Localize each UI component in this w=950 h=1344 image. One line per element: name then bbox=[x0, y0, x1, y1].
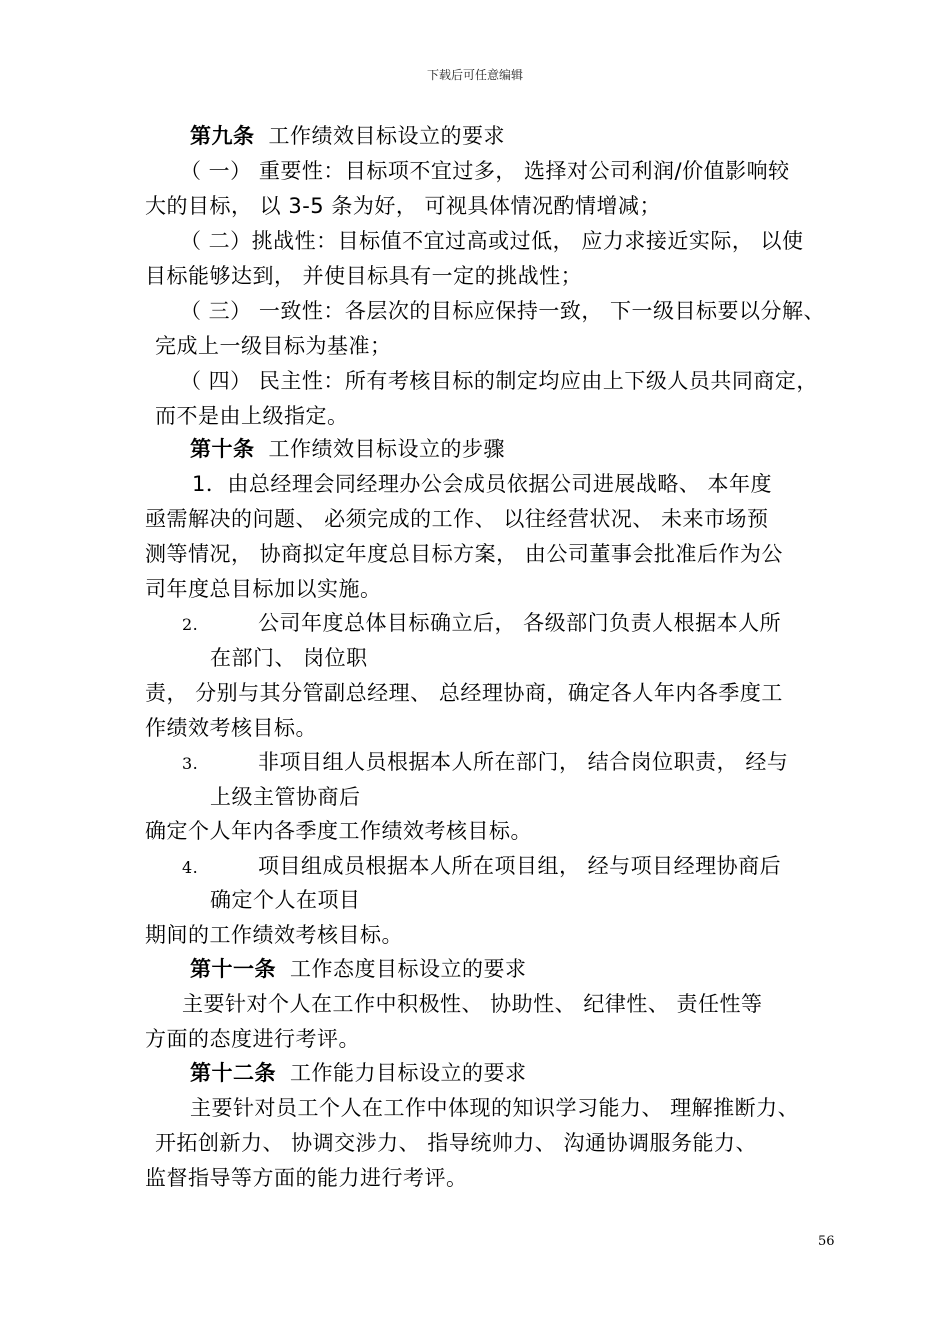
article-10-step-4-line-2: 确定个人在项目 bbox=[210, 888, 361, 912]
step-3-number: 3. bbox=[182, 754, 199, 773]
article-9-item-4-line-2: 而不是由上级指定。 bbox=[155, 404, 349, 428]
article-10-heading bbox=[190, 435, 505, 463]
article-11-title: 工作态度目标设立的要求 bbox=[290, 957, 527, 981]
article-10-step-2-line-4: 作绩效考核目标。 bbox=[145, 716, 317, 740]
article-10-title: 工作绩效目标设立的步骤 bbox=[268, 437, 505, 461]
article-12-title: 工作能力目标设立的要求 bbox=[290, 1061, 527, 1085]
article-11-heading bbox=[190, 955, 527, 983]
page-number: 56 bbox=[818, 1234, 835, 1249]
article-9-item-1-line-2: 大的目标， 以 3-5 条为好， 可视具体情况酌情增减； bbox=[145, 194, 661, 218]
article-10-step-1-line-4: 司年度总目标加以实施。 bbox=[145, 577, 382, 601]
article-10-step-3-line-2: 上级主管协商后 bbox=[210, 785, 361, 809]
article-10-number: 第十条 bbox=[190, 437, 255, 461]
article-12-line-3: 监督指导等方面的能力进行考评。 bbox=[145, 1166, 468, 1190]
article-9-item-4-line-1: （ 四） 民主性：所有考核目标的制定均应由上下级人员共同商定， bbox=[180, 369, 818, 393]
article-10-step-2-line-1 bbox=[182, 609, 781, 639]
step-2-number: 2. bbox=[182, 615, 199, 634]
article-10-step-2-line-3: 责， 分别与其分管副总经理、 总经理协商，确定各人年内各季度工 bbox=[145, 681, 783, 705]
article-9-number: 第九条 bbox=[190, 124, 255, 148]
article-10-step-3-line-3: 确定个人年内各季度工作绩效考核目标。 bbox=[145, 819, 532, 843]
article-11-line-2: 方面的态度进行考评。 bbox=[145, 1027, 360, 1051]
article-9-item-3-line-2: 完成上一级目标为基准； bbox=[155, 334, 392, 358]
article-9-item-3-line-1: （ 三） 一致性：各层次的目标应保持一致， 下一级目标要以分解、 bbox=[180, 299, 826, 323]
article-10-step-1-line-1: 1．由总经理会同经理办公会成员依据公司进展战略、 本年度 bbox=[192, 472, 773, 496]
article-10-step-4-line-1 bbox=[182, 852, 781, 882]
article-12-number: 第十二条 bbox=[190, 1061, 276, 1085]
article-9-heading bbox=[190, 122, 505, 150]
page-header: 下载后可任意编辑 bbox=[426, 68, 523, 82]
article-10-step-1-line-3: 测等情况， 协商拟定年度总目标方案， 由公司董事会批准后作为公 bbox=[145, 542, 783, 566]
article-9-item-2-line-2: 目标能够达到， 并使目标具有一定的挑战性； bbox=[145, 264, 583, 288]
article-10-step-3-line-1 bbox=[182, 748, 788, 778]
article-10-step-4-line-3: 期间的工作绩效考核目标。 bbox=[145, 923, 403, 947]
step-2-text: 公司年度总体目标确立后， 各级部门负责人根据本人所 bbox=[258, 611, 782, 635]
article-12-heading bbox=[190, 1059, 527, 1087]
article-12-line-2: 开拓创新力、 协调交涉力、 指导统帅力、 沟通协调服务能力、 bbox=[155, 1131, 758, 1155]
step-3-text: 非项目组人员根据本人所在部门， 结合岗位职责， 经与 bbox=[258, 750, 789, 774]
article-10-step-1-line-2: 亟需解决的问题、 必须完成的工作、 以往经营状况、 未来市场预 bbox=[145, 507, 769, 531]
article-9-item-1-line-1: （ 一） 重要性：目标项不宜过多， 选择对公司利润/价值影响较 bbox=[180, 159, 790, 183]
article-11-line-1: 主要针对个人在工作中积极性、 协助性、 纪律性、 责任性等 bbox=[182, 992, 763, 1016]
step-4-text: 项目组成员根据本人所在项目组， 经与项目经理协商后 bbox=[258, 854, 782, 878]
article-12-line-1: 主要针对员工个人在工作中体现的知识学习能力、 理解推断力、 bbox=[190, 1096, 800, 1120]
article-9-item-2-line-1: （ 二）挑战性：目标值不宜过高或过低， 应力求接近实际， 以使 bbox=[180, 229, 804, 253]
article-10-step-2-line-2: 在部门、 岗位职 bbox=[210, 646, 368, 670]
article-11-number: 第十一条 bbox=[190, 957, 276, 981]
article-9-title: 工作绩效目标设立的要求 bbox=[268, 124, 505, 148]
step-4-number: 4. bbox=[182, 858, 199, 877]
